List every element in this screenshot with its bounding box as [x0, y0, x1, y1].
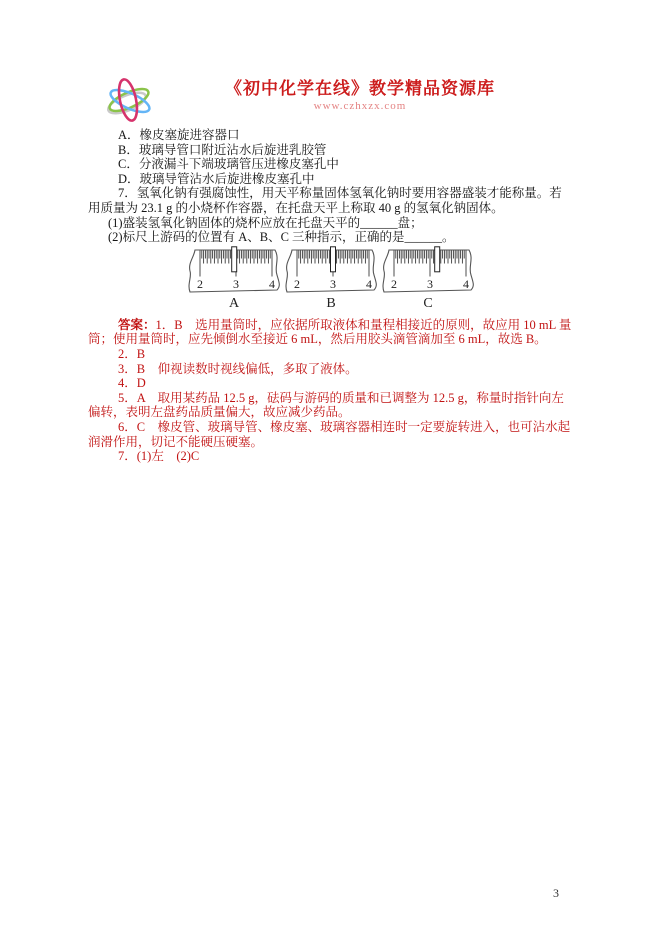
ruler-figure — [186, 246, 572, 312]
question-body — [88, 128, 572, 245]
ruler-C — [380, 246, 476, 312]
answer-items — [88, 347, 572, 464]
answer-line-4: 4．D — [118, 376, 146, 391]
svg-text:3: 3 — [233, 276, 239, 291]
answer-line-2: 2．B — [118, 346, 146, 361]
question7-part2: (2)标尺上游码的位置有 A、B、C 三种指示，正确的是______。 — [108, 230, 455, 245]
page-number: 3 — [553, 886, 559, 900]
option-line-1: B．玻璃导管口附近沾水后旋进乳胶管 — [118, 142, 327, 157]
slider-weight-B — [331, 247, 336, 272]
svg-text:3: 3 — [427, 276, 433, 291]
svg-text:3: 3 — [330, 276, 336, 291]
site-title-block — [148, 79, 572, 112]
option-line-2: C．分液漏斗下端玻璃管压进橡皮塞孔中 — [118, 157, 339, 172]
answers-block — [88, 318, 572, 464]
ruler-label-A: A — [228, 295, 240, 311]
site-header — [88, 76, 572, 125]
answer-line-7: 7．(1)左 (2)C — [118, 449, 200, 464]
slider-weight-A — [232, 247, 237, 272]
svg-text:4: 4 — [463, 276, 469, 291]
ruler-drawing-C — [380, 246, 476, 296]
answer-1-text: 1．B 选用量筒时，应依据所取液体和量程相接近的原则，故应用 10 mL 量筒；使用量筒时，应先倾倒水至接近 6 mL，然后用胶头滴管滴加至 6 mL，故选 B。 — [88, 317, 572, 347]
svg-text:4: 4 — [366, 276, 372, 291]
question7-stem: 7．氢氧化钠有强腐蚀性，用天平称量固体氢氧化钠时要用容器盛装才能称量。若用质量为 23.1 g 的小烧杯作容器，在托盘天平上称取 40 g 的氢氧化钠固体。 — [88, 186, 562, 215]
page-content — [88, 76, 572, 464]
site-url: www.czhxzx.com — [313, 100, 407, 112]
question6-options — [88, 128, 572, 186]
option-line-0: A．橡皮塞旋进容器口 — [118, 128, 240, 142]
question7-part1: (1)盛装氢氧化钠固体的烧杯应放在托盘天平的______盘； — [108, 215, 423, 230]
answers-label: 答案： — [118, 317, 156, 332]
site-title: 《初中化学在线》教学精品资源库 — [225, 79, 495, 98]
answer-line — [88, 318, 572, 347]
answer-line-3: 3．B 仰视读数时视线偏低，多取了液体。 — [118, 361, 358, 376]
ruler-B — [283, 246, 379, 312]
ruler-drawing-A — [186, 246, 282, 296]
answer-line-5: 5．A 取用某药品 12.5 g，砝码与游码的质量和已调整为 12.5 g，称量时指针向左偏转，表明左盘药品质量偏大，故应减少药品。 — [88, 390, 564, 420]
svg-text:2: 2 — [294, 276, 300, 291]
ruler-A — [186, 246, 282, 312]
svg-text:2: 2 — [197, 276, 203, 291]
ruler-drawing-B — [283, 246, 379, 296]
svg-text:4: 4 — [269, 276, 275, 291]
answer-line-6: 6．C 橡皮管、玻璃导管、橡皮塞、玻璃容器相连时一定要旋转进入，也可沾水起润滑作用，切记不能硬压硬塞。 — [88, 419, 571, 449]
slider-weight-C — [435, 247, 440, 272]
option-line-3: D．玻璃导管沾水后旋进橡皮塞孔中 — [118, 171, 315, 186]
ruler-label-C: C — [423, 295, 433, 311]
ruler-label-B: B — [326, 295, 336, 311]
svg-text:2: 2 — [391, 276, 397, 291]
